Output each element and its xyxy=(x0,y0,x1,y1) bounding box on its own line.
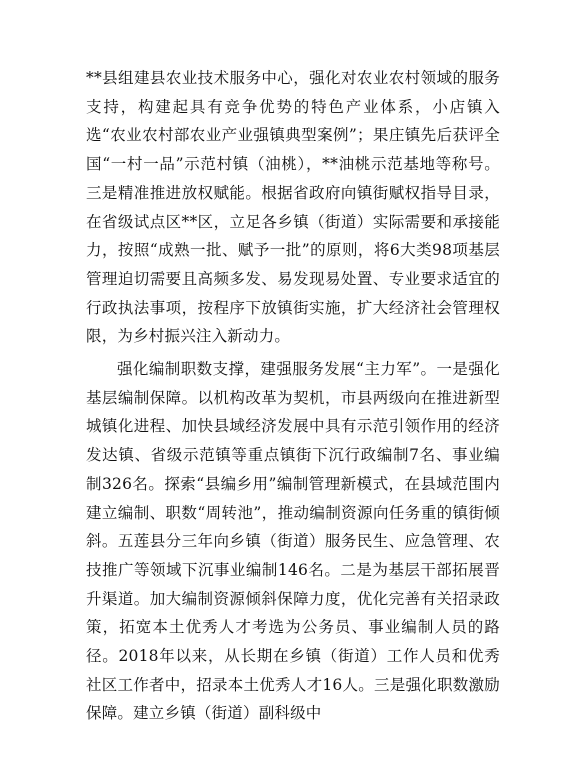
document-page xyxy=(86,64,500,728)
paragraph-2: 强化编制职数支撑，建强服务发展“主力军”。一是强化基层编制保障。以机构改革为契机，市县两级向在推进新型城镇化进程、加快县域经济发展中具有示范引领作用的经济发达镇、省级示范镇等重点镇街下沉行政编制7名、事业编制326名。探索“县编乡用”编制管理新模式，在县域范围内建立编制、职数“周转池”，推动编制资源向任务重的镇街倾斜。五莲县分三年向乡镇（街道）服务民生、应急管理、农技推广等领域下沉事业编制146名。二是为基层干部拓展晋升渠道。加大编制资源倾斜保障力度，优化完善有关招录政策，拓宽本土优秀人才考选为公务员、事业编制人员的路径。2018年以来，从长期在乡镇（街道）工作人员和优秀社区工作者中，招录本土优秀人才16人。三是强化职数激励保障。建立乡镇（街道）副科级中 xyxy=(86,360,500,723)
paragraph-1: **县组建县农业技术服务中心，强化对农业农村领域的服务支持，构建起具有竞争优势的特色产业体系，小店镇入选“农业农村部农业产业强镇典型案例”；果庄镇先后获评全国“一村一品”示范村镇（油桃），**油桃示范基地等称号。三是精准推进放权赋能。根据省政府向镇街赋权指导目录，在省级试点区**区，立足各乡镇（街道）实际需要和承接能力，按照“成熟一批、赋予一批”的原则，将6大类98项基层管理迫切需要且高频多发、易发现易处置、专业要求适宜的行政执法事项，按程序下放镇街实施，扩大经济社会管理权限，为乡村振兴注入新动力。 xyxy=(86,69,500,346)
